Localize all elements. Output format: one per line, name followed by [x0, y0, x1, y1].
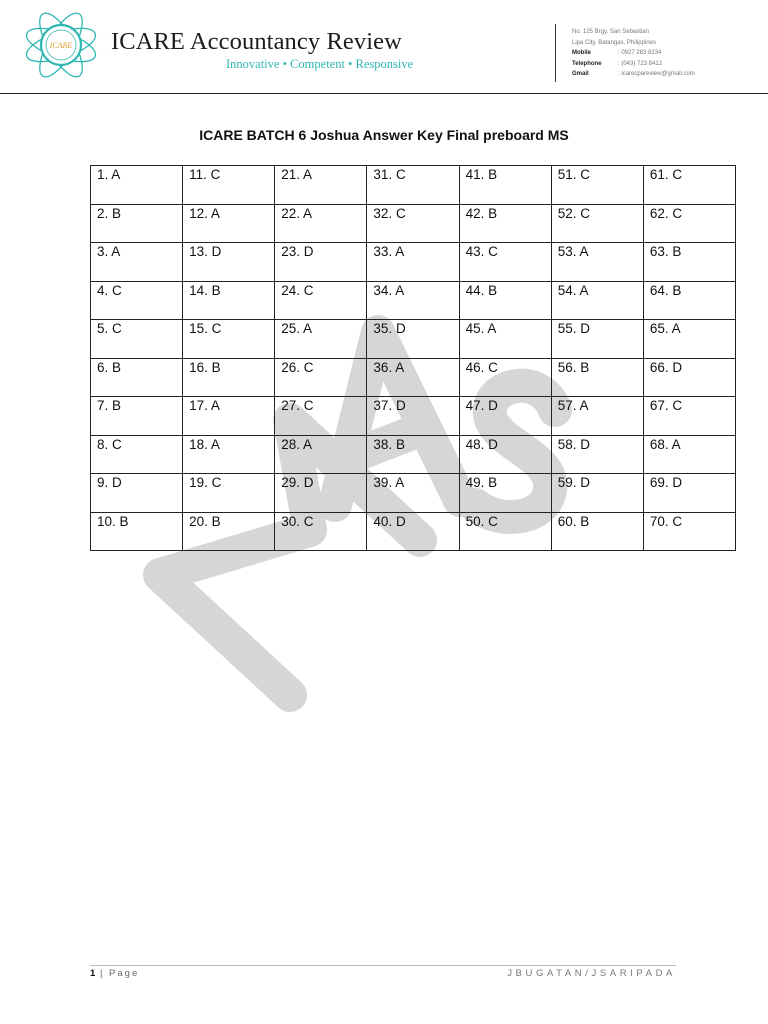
table-row: [91, 166, 736, 205]
gmail-label: Gmail: [572, 71, 589, 77]
table-row: [91, 243, 736, 282]
answer-cell: 61. C: [643, 166, 735, 205]
answer-cell: 2. B: [91, 204, 183, 243]
answer-cell: 68. A: [643, 435, 735, 474]
answer-cell: 28. A: [275, 435, 367, 474]
table-row: [91, 204, 736, 243]
answer-cell: 69. D: [643, 474, 735, 513]
answer-cell: 14. B: [183, 281, 275, 320]
answer-cell: 26. C: [275, 358, 367, 397]
mobile-value: : 0927 283 8234: [618, 50, 662, 56]
table-row: [91, 281, 736, 320]
page-number: 1: [90, 968, 96, 979]
answer-cell: 41. B: [459, 166, 551, 205]
page-title: ICARE BATCH 6 Joshua Answer Key Final preboard MS: [199, 127, 569, 143]
answer-cell: 17. A: [183, 397, 275, 436]
table-row: [91, 435, 736, 474]
answer-cell: 27. C: [275, 397, 367, 436]
header-rule: [0, 93, 768, 94]
logo-text: ICARE: [49, 41, 73, 50]
answer-cell: 45. A: [459, 320, 551, 359]
answer-cell: 13. D: [183, 243, 275, 282]
answer-cell: 6. B: [91, 358, 183, 397]
answer-cell: 33. A: [367, 243, 459, 282]
tagline: Innovative • Competent • Responsive: [226, 57, 414, 71]
footer-rule: [90, 965, 676, 966]
answer-cell: 66. D: [643, 358, 735, 397]
answer-cell: 58. D: [551, 435, 643, 474]
answer-cell: 64. B: [643, 281, 735, 320]
answer-cell: 63. B: [643, 243, 735, 282]
table-row: [91, 512, 736, 551]
answer-cell: 37. D: [367, 397, 459, 436]
contact-block: [572, 27, 695, 80]
answer-cell: 24. C: [275, 281, 367, 320]
answer-cell: 51. C: [551, 166, 643, 205]
page-header: [0, 0, 768, 96]
telephone-label: Telephone: [572, 60, 602, 67]
answer-cell: 11. C: [183, 166, 275, 205]
page-label: | Page: [99, 968, 140, 979]
answer-cell: 43. C: [459, 243, 551, 282]
answer-cell: 9. D: [91, 474, 183, 513]
answer-key-table: [90, 165, 736, 551]
answer-cell: 65. A: [643, 320, 735, 359]
address-line-2: Lipa City, Batangas, Philippines: [572, 39, 656, 46]
gmail-value: : icarecpareview@gmail.com: [618, 71, 695, 77]
answer-cell: 49. B: [459, 474, 551, 513]
mobile-label: Mobile: [572, 50, 591, 56]
answer-cell: 20. B: [183, 512, 275, 551]
answer-cell: 18. A: [183, 435, 275, 474]
answer-cell: 67. C: [643, 397, 735, 436]
answer-cell: 4. C: [91, 281, 183, 320]
answer-cell: 44. B: [459, 281, 551, 320]
answer-cell: 32. C: [367, 204, 459, 243]
telephone-value: : (043) 723 8412: [618, 60, 663, 67]
answer-cell: 22. A: [275, 204, 367, 243]
answer-cell: 54. A: [551, 281, 643, 320]
answer-cell: 40. D: [367, 512, 459, 551]
answer-cell: 23. D: [275, 243, 367, 282]
answer-cell: 56. B: [551, 358, 643, 397]
answer-cell: 15. C: [183, 320, 275, 359]
answer-cell: 55. D: [551, 320, 643, 359]
answer-cell: 34. A: [367, 281, 459, 320]
answer-cell: 60. B: [551, 512, 643, 551]
answer-cell: 53. A: [551, 243, 643, 282]
answer-cell: 36. A: [367, 358, 459, 397]
page-indicator: [90, 968, 139, 979]
answer-cell: 59. D: [551, 474, 643, 513]
answer-cell: 30. C: [275, 512, 367, 551]
address-line-1: No. 125 Brgy. San Sebastian: [572, 29, 649, 35]
answer-cell: 25. A: [275, 320, 367, 359]
org-name: ICARE Accountancy Review: [111, 28, 402, 55]
answer-cell: 8. C: [91, 435, 183, 474]
answer-cell: 7. B: [91, 397, 183, 436]
answer-cell: 42. B: [459, 204, 551, 243]
answer-cell: 52. C: [551, 204, 643, 243]
answer-cell: 70. C: [643, 512, 735, 551]
header-divider: [555, 24, 556, 82]
answer-cell: 3. A: [91, 243, 183, 282]
answer-cell: 12. A: [183, 204, 275, 243]
answer-cell: 5. C: [91, 320, 183, 359]
answer-cell: 19. C: [183, 474, 275, 513]
answer-cell: 39. A: [367, 474, 459, 513]
answer-cell: 21. A: [275, 166, 367, 205]
answer-cell: 38. B: [367, 435, 459, 474]
icare-logo-icon: [22, 12, 100, 78]
answer-cell: 50. C: [459, 512, 551, 551]
footer-authors: JBUGATAN/JSARIPADA: [507, 968, 676, 979]
answer-cell: 29. D: [275, 474, 367, 513]
answer-cell: 35. D: [367, 320, 459, 359]
answer-cell: 62. C: [643, 204, 735, 243]
answer-cell: 46. C: [459, 358, 551, 397]
answer-cell: 16. B: [183, 358, 275, 397]
answer-cell: 31. C: [367, 166, 459, 205]
table-row: [91, 358, 736, 397]
answer-cell: 48. D: [459, 435, 551, 474]
table-row: [91, 320, 736, 359]
answer-cell: 1. A: [91, 166, 183, 205]
table-row: [91, 474, 736, 513]
table-row: [91, 397, 736, 436]
answer-cell: 57. A: [551, 397, 643, 436]
answer-cell: 10. B: [91, 512, 183, 551]
answer-cell: 47. D: [459, 397, 551, 436]
